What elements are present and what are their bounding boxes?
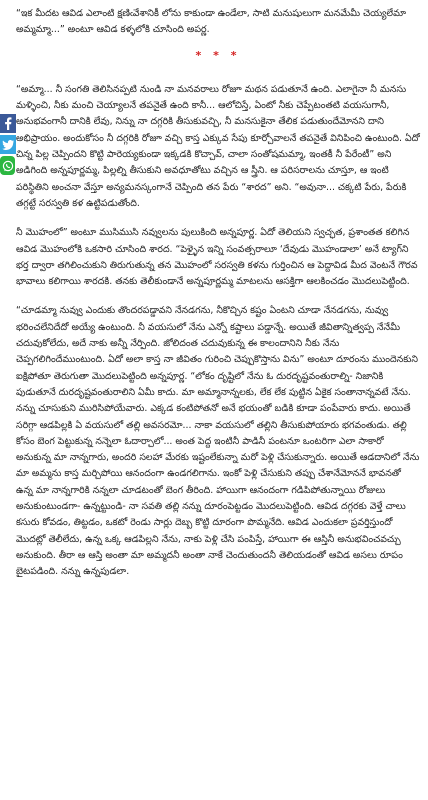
article-paragraph: నీ మొహంలో” అంటూ ముసిముసి నవ్వులను పులుకింది అన్నపూర్ణ. ఏదో తెలియని స్వచ్ఛత, ప్రశాంతత కలిగిన ఆవిడ మొహంలోకి ఒకసారి చూసింది శారద. “పెళ్ళైన ఇన్ని సంవత్సరాలూ ‘దేవుడు మొహండాలా’ అనే ట్యాగ్‌ని భర్త ద్వారా తగిలించుకుని తిరుగుతున్న తన మొహంలో సరస్వతి కళను గుర్తించిన ఆ పెద్దావిడ మీద వెంటనే గౌరవ భావాలు కలిగాయి శారదకి. తనకు తెలీకుండానే అన్నపూర్ణమ్మ మాటలను ఆసక్తిగా ఆలకించడం మొదలుపెట్టింది. — [16, 227, 418, 288]
article-body — [16, 6, 420, 594]
facebook-icon — [4, 117, 12, 130]
whatsapp-share-button[interactable] — [0, 156, 15, 175]
article-paragraph: “ఇక మీదట ఆవిడ ఎలాంటి క్షణిఁవేశానికీ లోను కాకుండా ఉండేలా, సాటి మనుషులుగా మనమేమీ చెయ్యలేమా అమ్మమ్మా...” అంటూ ఆవిడ కళ్ళలోకి చూసింది అపర్ణ. — [16, 8, 407, 36]
facebook-share-button[interactable] — [0, 114, 16, 133]
section-separator: * * * — [195, 48, 241, 62]
whatsapp-icon — [2, 160, 14, 172]
article-paragraph: “అమ్మా... నీ సంగతి తెలిసినప్పటి నుండి నా మనవరాలు రోజూ మథన పడుతూనే ఉంది. ఎలాగైనా నీ మనసు మళ్ళించి, నీకు మంచి చెయ్యాలనే తపనైతే ఉంది కానీ... ఆలోచిస్తే, ఏంటో నీకు చెప్పేటంతటి వయసుగానీ, అనుభవంగానీ దానికి లేవు, నిన్ను నా దగ్గరికి తీసుకువచ్చి, నీ మనసుకైనా తేలిక పడుతుందేమోనని దాని అభిప్రాయం. అందుకోసం నీ దగ్గరికి రోజూ వచ్చి కాస్త ఎక్కువ సేపు కూర్చోవాలనే తపనైతే వినిపించి ఉంటుంది. ఏదో చిన్న పిల్ల చెప్పిందని కొట్టి పారెయ్యకుండా ఇక్కడకి కొచ్చావ్, చాలా సంతోషమమ్మా, ఇంతకీ నీ పేరేంటీ” అని అడిగింది అన్నపూర్ణమ్మ, పిల్లల్ని తీసుకుని అవధూతోటు వచ్చిన ఆ స్త్రీని. ఆ పరిసరాలను చూస్తూ, ఆ ఇంటి పరిస్థితిని అంచనా వేస్తూ అన్యమనస్కంగానే చెప్పింది తన పేరు “శారద” అని. “అవునా... చక్కటి పేరు, పేరుకి తగ్గట్టే సరస్వతి కళ ఉట్టిపడుతోంది. — [16, 83, 420, 209]
twitter-icon — [2, 140, 14, 150]
twitter-share-button[interactable] — [0, 135, 16, 154]
article-paragraph: “చూడమ్మా నువ్వు ఎందుకు తొందరపడ్డావని నేనడగను, నీకొచ్చిన కష్టం ఏంటని చూడా నేనడగను, నువ్వు భరించలేనిదేదో అయ్యే ఉంటుంది. నీ వయసులో నేను ఎన్నో కష్టాలు పడ్డాన్నే. అయితే జీవితాన్నిత్వప్ప నేనేమీ చదువుకోలేదు, అదే నాకు అన్నీ నేర్పింది. జోలిదంత చదువుకున్న ఈ కాలందానిని నీకు నేను చెప్పగలిగిందేముంటుంది. ఏదో అలా కాస్త నా జీవితం గురించి చెప్పుకొస్తాను విను” అంటూ దూరంను ముందెనకుని ఐక్షిపోతూ తెరుగుతా మొదలుపెట్టింది అన్నపూర్ణ. “లోకం దృష్టిలో నేను ఓ దురదృష్టవంతురాల్ని- నిజానికి పుడుతూనే దురదృష్టవంతురాలిని ఏమీ కాదు. మా అమ్మానాన్నలకు, లేక లేక పుట్టిన ఏకైక సంతానాన్నవటే నేను. నన్ను చూసుకుని మురిసిపోయేవారు. ఎక్కడ కంటిపోతనో అనే భయంతో బడికి కూడా పంపేవారు కాదు. అయితే సరిగ్గా ఆడపిల్లకి ఏ వయసులో తల్లి అవసరమో... నాకా వయసులో తల్లిని తీసుకుపోయారు భగవంతుడు. తల్లి కోసం బెంగ పెట్టుకున్న నన్నెలా ఓదార్చాలో... అంత పెద్ద ఇంటినీ పాడినీ పంటనూ ఒంటరిగా ఎలా సాకారో అనుకున్న మా నాన్నగారు, అందరి సలహా మేరకు ఇష్టంలేకున్నా మరో పెళ్లి చేసుకున్నారు. అయితే ఆడదానిలో నేను మా అమ్మను కాస్త మర్చిపోయి ఆనందంగా ఉండగలిగాను. ఇంకో పెళ్లి చేసుకుని తప్పు చేశానేమోననే భావనతో ఉన్న మా నాన్నగారికి నన్నలా చూడటంతో బెంగ తీరింది. హాయిగా ఆనందంగా గడిపిపోతున్నాయి రోజులు అనుకుంటుండగా- ఉన్నట్టుండి- నా సవతి తల్లి నన్ను దూరంపెట్టడం మొదలుపెట్టింది. ఆవిడ దగ్గరకు వెళ్తే చాలు కసురు కోవడం, తిట్టడం, ఒకటో రెండు సార్లు దెబ్బ కొట్టి దూరంగా పొమ్మనేది. ఆవిడ ఎందుకలా ప్రవర్తిస్తుందో మొదట్లో తెలీలేదు, ఉన్న ఒక్క ఆడపిల్లని నేను, నాకు పెళ్లి చేసి పంపిస్తే, హాయిగా ఈ ఆస్తినీ అనుభవించవచ్చు అనుకుంది. తీరా ఆ ఆస్తి అంతా మా అమ్మదనీ అంతా నాకే చెందుతుందనీ తెలియడంతో ఆవిడ అసలు రూపం బైటపడింది. నన్ను ఉన్నపుడలా. — [16, 305, 420, 578]
